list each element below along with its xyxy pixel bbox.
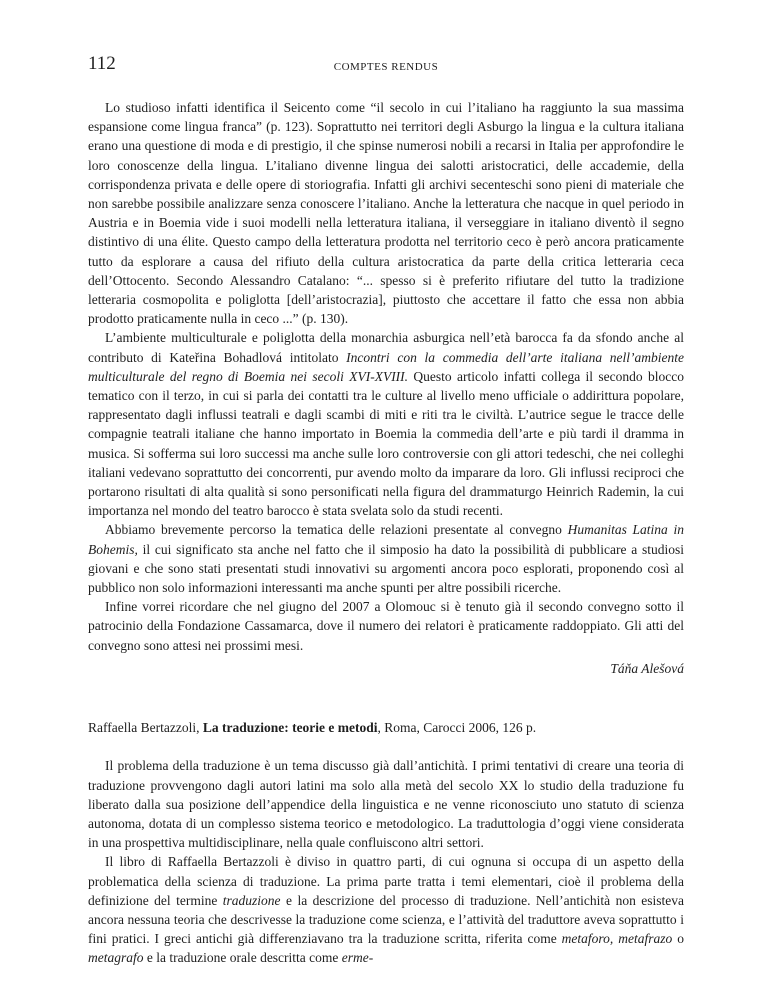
page-number: 112 bbox=[88, 53, 116, 74]
paragraph bbox=[88, 520, 684, 597]
reviewer-signature: Táňa Alešová bbox=[610, 660, 684, 676]
text-run: Il libro di Raffaella Bertazzoli è diviso in quattro parti, di cui ognuna si occupa di un aspetto della problematica della scienza di traduzione. La prima parte tratta i temi elementari, cioè il problema della definizione del termine bbox=[88, 854, 684, 908]
text-run: il cui significato sta anche nel fatto che il simposio ha dato la possibilità di pubblicare a studiosi giovani e che sono stati presentati studi innovativi su argomenti ancora poco esplorati, proponendo così al pubblico non solo informazioni interessanti ma anche spunti per altre possibili ricerche. bbox=[88, 541, 684, 596]
italic-title: Humanitas Latina in Bohemis, bbox=[88, 522, 684, 557]
italic-term: traduzione bbox=[222, 892, 281, 908]
book-publication-info: , Roma, Carocci 2006, 126 p. bbox=[377, 720, 537, 736]
page-header bbox=[88, 53, 684, 78]
paragraph: Infine vorrei ricordare che nel giugno del 2007 a Olomouc si è tenuto già il secondo convegno sotto il patrocinio della Fondazione Cassamarca, dove il numero dei relatori è praticamente raddoppiato. Gli atti del convegno sono attesi nei prossimi mesi. bbox=[88, 599, 684, 653]
italic-title: Incontri con la commedia dell’arte italiana nell’ambiente multiculturale del regno di Boemia nei secoli XVI-XVIII. bbox=[88, 349, 685, 384]
paragraph: Lo studioso infatti identifica il Seicento come “il secolo in cui l’italiano ha raggiunto la sua massima espansione come lingua franca” (p. 123). Soprattutto nei territori degli Asburgo la lingua e la cultura italiana erano una questione di moda e di prestigio, il che spinse numerosi nobili a recarsi in Italia per approfondire le loro conoscenze della lingua. L’italiano divenne lingua dei salotti aristocratici, delle accademie, della corrispondenza privata e delle opere di storiografia. Infatti gli archivi secenteschi sono pieni di materiale che non sarebbe possibile analizzare senza conoscere l’italiano. Anche la letteratura che nacque in quel periodo in Austria e in Boemia vide i suoi modelli nella letteratura italiana, il verseggiare in italiano diventò il segno distintivo di una élite. Questo campo della letteratura prodotta nel territorio ceco è però ancora praticamente tutto da esplorare a causa del rifiuto della cultura aristocratica da parte della critica letteraria ceca dell’Ottocento. Secondo Alessandro Catalano: “... spesso si è preferito rifiutare del tutto la tradizione letteraria cosmopolita e poliglotta [dell’aristocrazia], piuttosto che accettare il fatto che essa non abbia prodotto praticamente nulla in ceco ...” (p. 130). bbox=[88, 100, 684, 327]
document-page bbox=[88, 53, 685, 968]
text-run: e la traduzione orale descritta come bbox=[143, 950, 342, 966]
review-heading bbox=[88, 718, 684, 737]
text-run: e la descrizione del processo di traduzione. Nell’antichità non esisteva ancora nessuna teoria che descrivesse la traduzione come scienza, e l’attività del traduttore aveva soprattutto i fini pratici. I greci antichi già differenziavano tra la traduzione scritta, riferita come bbox=[88, 892, 685, 947]
paragraph bbox=[88, 852, 684, 967]
italic-term: erme- bbox=[341, 950, 374, 966]
paragraph: Il problema della traduzione è un tema discusso già dall’antichità. I primi tentativi di creare una teoria di traduzione provvengono dagli autori latini ma solo alla metà del secolo XX lo studio della traduzione fu liberato dalla sua posizione dell’appendice della linguistica e ne venne riconosciuto uno statuto di scienza autonoma, dotata di un complesso sistema teorico e metodologico. La traduttologia d’oggi viene considerata in una prospettiva multidisciplinare, nella quale confluiscono altri settori. bbox=[88, 758, 684, 851]
book-title: La traduzione: teorie e metodi bbox=[202, 720, 378, 736]
italic-term: metagrafo bbox=[88, 950, 144, 966]
text-run: L’ambiente multiculturale e poliglotta della monarchia asburgica nell’età barocca fa da sfondo anche al contributo di Kateřina Bohadlová intitolato bbox=[88, 330, 684, 365]
text-run: o bbox=[672, 931, 684, 947]
paragraph bbox=[88, 328, 684, 520]
italic-term: metaforo, metafrazo bbox=[561, 931, 673, 947]
book-author: Raffaella Bertazzoli, bbox=[88, 720, 203, 736]
text-run: Abbiamo brevemente percorso la tematica delle relazioni presentate al convegno bbox=[105, 522, 568, 538]
running-head: COMPTES RENDUS bbox=[333, 61, 439, 73]
text-run: Questo articolo infatti collega il secondo blocco tematico con il terzo, in cui si parla dei contatti tra le culture al livello meno ufficiale o addirittura popolare, rappresentato dagli influssi teatrali e dagli scambi di miti e riti tra le civiltà. L’autrice segue le tracce delle compagnie teatrali italiane che hanno importato in Boemia la commedia dell’arte e più tardi il dramma in musica. Si sofferma sui loro successi ma anche sulle loro controversie con gli attori tedeschi, che nei colleghi italiani vedevano soprattutto dei concorrenti, pur avendo molto da imparare da loro. Gli influssi reciproci che portarono risultati di alta qualità si sono personificati nella figura del drammaturgo Heinrich Rademin, la cui importanza nel mondo del teatro barocco è stata svelata solo da studi recenti. bbox=[88, 368, 684, 519]
